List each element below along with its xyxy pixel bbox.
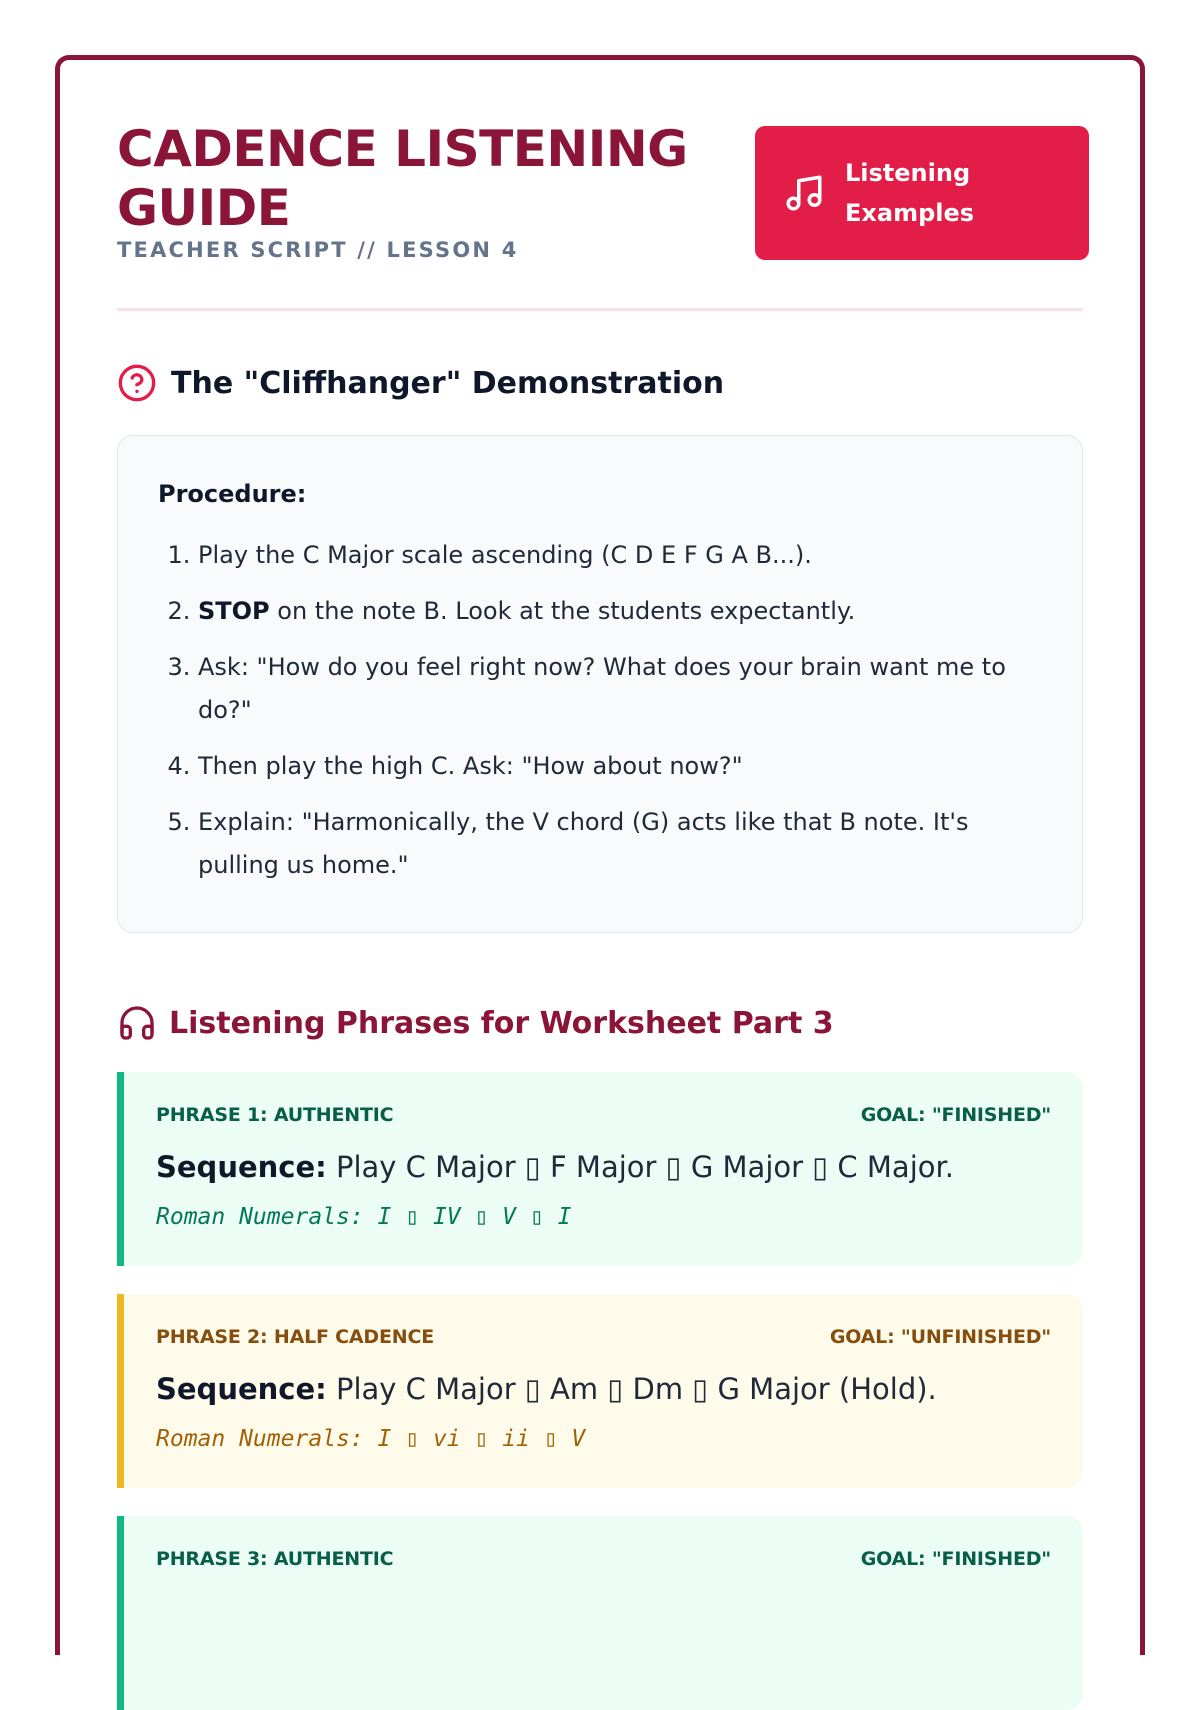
- page-subtitle: TEACHER SCRIPT // LESSON 4: [117, 238, 519, 262]
- step-text: on the note B. Look at the students expectantly.: [269, 597, 856, 625]
- card-content: [117, 60, 1083, 1570]
- phrase-goal: GOAL: "FINISHED": [860, 1104, 1051, 1126]
- demonstration-heading: [117, 363, 724, 403]
- phrase-header: [156, 1326, 1051, 1348]
- phrase-roman-numerals: Roman Numerals: I ▯ vi ▯ ii ▯ V: [156, 1426, 586, 1452]
- procedure-step: 3. Ask: "How do you feel right now? What does your brain want me to do?": [198, 646, 1042, 732]
- music-note-icon: [783, 172, 825, 214]
- headphones-icon: [117, 1003, 157, 1043]
- phrase-card: [117, 1072, 1083, 1266]
- sequence-label: Sequence:: [156, 1150, 327, 1184]
- page-title: CADENCE LISTENING GUIDE: [117, 120, 688, 237]
- sequence-text: Play C Major ▯ F Major ▯ G Major ▯ C Major.: [326, 1150, 954, 1184]
- procedure-label: Procedure:: [158, 480, 307, 508]
- phrase-sequence: [156, 1372, 937, 1406]
- phrase-card: [117, 1516, 1083, 1710]
- demonstration-title: The "Cliffhanger" Demonstration: [171, 365, 725, 401]
- phrase-card: [117, 1294, 1083, 1488]
- phrase-roman-numerals: Roman Numerals: I ▯ IV ▯ V ▯ I: [156, 1204, 572, 1230]
- procedure-step: 4. Then play the high C. Ask: "How about now?": [198, 745, 1042, 788]
- listening-examples-label: Listening Examples: [845, 159, 975, 227]
- procedure-step: 1. Play the C Major scale ascending (C D E F G A B...).: [198, 534, 1042, 577]
- phrase-sequence: [156, 1150, 954, 1184]
- step-emphasis: STOP: [198, 597, 270, 625]
- sequence-label: Sequence:: [156, 1372, 327, 1406]
- listening-examples-button[interactable]: [755, 126, 1089, 260]
- lesson-card: [55, 55, 1145, 1655]
- procedure-box: [117, 435, 1083, 933]
- phrase-header: [156, 1104, 1051, 1126]
- procedure-step: [198, 590, 1042, 633]
- listening-title: Listening Phrases for Worksheet Part 3: [169, 1005, 834, 1041]
- phrase-goal: GOAL: "UNFINISHED": [829, 1326, 1051, 1348]
- procedure-steps: [158, 534, 1042, 887]
- phrase-name: PHRASE 3: AUTHENTIC: [156, 1548, 394, 1570]
- phrase-goal: GOAL: "FINISHED": [860, 1548, 1051, 1570]
- phrase-header: [156, 1548, 1051, 1570]
- procedure-step: 5. Explain: "Harmonically, the V chord (G) acts like that B note. It's pulling us home.": [198, 801, 1042, 887]
- sequence-text: Play C Major ▯ Am ▯ Dm ▯ G Major (Hold).: [326, 1372, 937, 1406]
- page-header: [117, 60, 1083, 306]
- listening-heading: [117, 1003, 834, 1043]
- phrase-name: PHRASE 1: AUTHENTIC: [156, 1104, 394, 1126]
- help-circle-icon: [117, 363, 157, 403]
- header-divider: [117, 308, 1083, 311]
- phrase-name: PHRASE 2: HALF CADENCE: [156, 1326, 435, 1348]
